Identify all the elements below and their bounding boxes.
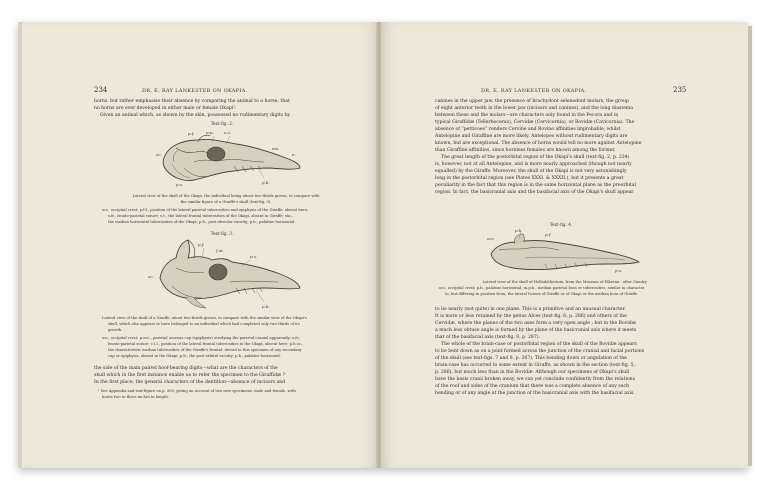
right-top-line-6: Antelopine and Giraffine are more likely. Antelopes without rudimentary digits are: [435, 134, 628, 139]
left-intro-line-3: Given an animal which, as shown by the skin, possessed no rudimentary digits by: [100, 113, 291, 118]
page-edges: [748, 26, 752, 466]
giraffe-skull-illustration: [146, 238, 306, 312]
right-top-line-9: The great length of the postorbital region of the Okapi's skull (text-fig. 2, p. 234): [441, 155, 630, 160]
fig2-label-n: n.: [292, 152, 296, 157]
left-closing-line-2: skull which in the first instance enable us to refer the specimen to the Giraffidæ ?: [94, 373, 286, 378]
figure2-label: Text-fig. 2.: [210, 121, 234, 126]
right-bottom-line-8: of the skull (see text-figs. 7 and 8, p. 287). This bending down or angulation of the: [435, 356, 627, 361]
right-top-line-3: between these and the molars—are characters only found in the Pecora and in: [435, 113, 619, 118]
fig3-label-ps: p.s.: [250, 254, 258, 259]
right-bottom-line-9: brain-case has occurred to some extent in Giraffe, as shown in the section (text-fig. 5,: [435, 363, 635, 368]
fig2-caption-line-5: the median horizontal tuberosities of the Okapi; p.b., post-alveolar vacuity; p.b., palatine horizontal.: [108, 220, 296, 224]
fig2-label-mx: mx.: [272, 146, 280, 151]
left-closing-line-1: the side of the main paired hoof-bearing digits—what are the characters of the: [94, 366, 278, 371]
fig2-label-oc: oc.: [156, 152, 162, 157]
right-bottom-line-11: have the basis cranii broken away, we can yet conclude confidently from the relations: [435, 377, 635, 382]
fig2-label-so: s.o.: [224, 130, 231, 135]
fig4-caption-line-2: occ, occipital crest; p.b., palatine horizontal; m.p.b., median parietal boss or tuberosities, similar in character: [439, 286, 645, 290]
right-bottom-line-10: p. 286), but much less than in the Bovidæ. Although our specimens of Okapi's skull: [435, 370, 630, 375]
fig3-caption-line-3: growth.: [108, 328, 123, 332]
right-bottom-line-4: a much less obtuse angle is formed by the plane of the basicranial axis where it meets: [435, 328, 637, 333]
right-bottom-line-3: Cervidæ, where the planes of the two axes form a very open angle ; but in the Bovidæ: [435, 321, 636, 326]
right-top-line-14: region. In fact, the basicranial axis and the basifacial axis of the Okapi's skull appear: [435, 190, 634, 195]
fig2-caption-line-4: s.fr., fronto-parietal suture; s.t., the lateral frontal tuberosities of the Okapi, absent in Giraffe; sta.,: [108, 214, 293, 218]
right-page: [381, 22, 748, 468]
footnote-line-1: ¹ See Appendix and text-figure on p. 300, giving an account of two new specimens, male and female, with: [98, 389, 296, 393]
right-bottom-line-12: of the roof and sides of the cranium that there was a complete absence of any such: [435, 384, 630, 389]
right-top-line-2: of eight anterior teeth in the lower jaw (incisors and canines), and the long diastema: [435, 106, 634, 111]
right-top-line-12: long in the postorbital region (see Plates XXXI. & XXXII.), but it presents a great: [435, 176, 624, 181]
left-page: [22, 22, 379, 468]
right-top-line-8: than Giraffine affinities, since hornless females are known among the former.: [435, 148, 616, 153]
right-bottom-line-1: to lie nearly (not quite) in one plane. This is a primitive and an unusual character.: [435, 307, 626, 312]
right-top-line-13: peculiarity in the fact that this region is in the same horizontal plane as the preorbital: [435, 183, 637, 188]
fig4-label-pb-top: p.b.: [515, 228, 523, 233]
right-top-line-11: equalled) by the Giraffe. Moreover, the skull of the Okapi is not very astonishingly: [435, 169, 627, 174]
fig4-caption-line-1: Lateral view of the skull of Helladotherium, from the Museum of Pikermi : after Gaudry.: [482, 280, 648, 284]
fig4-label-pf: p.f.: [545, 232, 552, 237]
right-top-line-5: absence of “petticoes” renders Cervine and Bovine affinities improbable, whilst: [435, 127, 621, 132]
fig3-label-pf: p.f.: [198, 242, 205, 247]
okapi-skull-illustration: [154, 128, 304, 190]
figure3-label: Text-fig. 3.: [210, 231, 234, 236]
left-closing-line-3: In the first place, the general characters of the dentition—absence of incisors and: [94, 380, 286, 385]
footnote-line-2: horns two to three inches in length.: [102, 395, 169, 399]
fig2-label-pb: p.b.: [262, 180, 270, 185]
figure4-label: Text-fig. 4.: [549, 222, 573, 227]
fig3-caption-line-7: cap or epiphysis, absent in the Okapi; p.b., the post-orbital vacuity; p.b., palatine horizontal.: [108, 354, 281, 358]
fig3-label-fot: f.ot.: [216, 248, 224, 253]
fig3-caption-line-1: Lateral view of the skull of a Giraffe, about two-thirds grown, to compare with the similar view of the Okapi's: [102, 316, 307, 320]
fig3-label-oc: oc.: [148, 274, 154, 279]
fig3-label-pb: p.b.: [262, 304, 270, 309]
right-top-line-10: is, however, not at all Antelopine, and is more nearly approached (though not nearly: [435, 162, 632, 167]
right-top-line-7: known, but are exceptional. The absence of horns would tell no more against Antelopine: [435, 141, 642, 146]
fig3-caption-line-5: fronto-parietal suture; c.l.l., position of the lateral frontal tuberosities in the Okapi, absent here; p.b.oc.,: [108, 342, 304, 346]
right-bottom-line-2: It is more or less retained by the genus Alces (text-fig. 6, p. 286) and others of the: [435, 314, 627, 319]
right-top-line-1: canines in the upper jaw, the presence of brachydont selenodont molars, the group: [435, 99, 629, 104]
fig2-label-ps: p.s.: [176, 182, 184, 187]
fig2-caption-line-2: the similar figure of a Giraffe's skull (text-fig. 3).: [180, 200, 272, 204]
left-intro-line-2: no horns are ever developed in either male or female Okapi¹.: [94, 106, 237, 111]
right-running-head: DR. E. RAY LANKESTER ON OKAPIA.: [481, 88, 587, 94]
fig3-caption-line-4: occ, occipital crest; p.occ., parietal osseous cap (epiphysis) overlying the parietal cranial apparently; s.fr.,: [102, 336, 301, 340]
left-running-head: DR. E. RAY LANKESTER ON OKAPIA.: [142, 88, 248, 94]
right-bottom-line-7: to be bent down as on a joint formed across the junction of the cranial and facial portions: [435, 349, 645, 354]
fig2-label-pf: p.f.: [188, 131, 195, 136]
left-page-number: 234: [94, 86, 108, 94]
fig4-label-ps: p.s.: [615, 268, 623, 273]
right-page-number: 235: [673, 86, 687, 94]
fig2-caption-line-1: Lateral view of the skull of the Okapi, the individual being about two-thirds grown, to compare with: [132, 194, 320, 198]
right-bottom-line-5: that of the basifacial axis (text-fig. 8, p. 287).: [435, 335, 541, 340]
left-intro-line-1: horns, but rather emphasise their absence by comparing the animal to a horse, that: [94, 99, 290, 104]
fig3-caption-line-6: the characteristic median tuberosities of the Giraffe's frontal, devoid in this specimen of any secondary: [108, 348, 302, 352]
fig3-caption-line-2: skull, which also appears to have belonged to an individual which had completed only two-thirds of its: [108, 322, 300, 326]
right-bottom-line-6: The whole of the brain-case or postorbital region of the skull of the Bovidæ appears: [441, 342, 637, 347]
fig4-label-occ: occ: [487, 236, 494, 241]
fig2-caption-line-3: occ, occipital crest; p.f.f., position of the lateral parietal tuberosities and epiphysis of the Giraffe, absent here;: [102, 208, 309, 212]
fig2-label-pp: p.p.: [206, 130, 214, 135]
right-bottom-line-13: bending or of any angle at the junction of the basicranial axis with the basifacial axis.: [435, 391, 635, 396]
helladotherium-skull-illustration: [485, 228, 645, 276]
fig4-caption-line-3: to, but differing in position from, the lateral bosses of Giraffe or of Okapi or the median boss of Giraffe.: [445, 292, 639, 296]
right-top-line-4: typical Giraffidæ (Tellerhoceras), Cervidæ (Cervicornia), or Bovidæ (Cavicornia). The: [435, 120, 635, 125]
